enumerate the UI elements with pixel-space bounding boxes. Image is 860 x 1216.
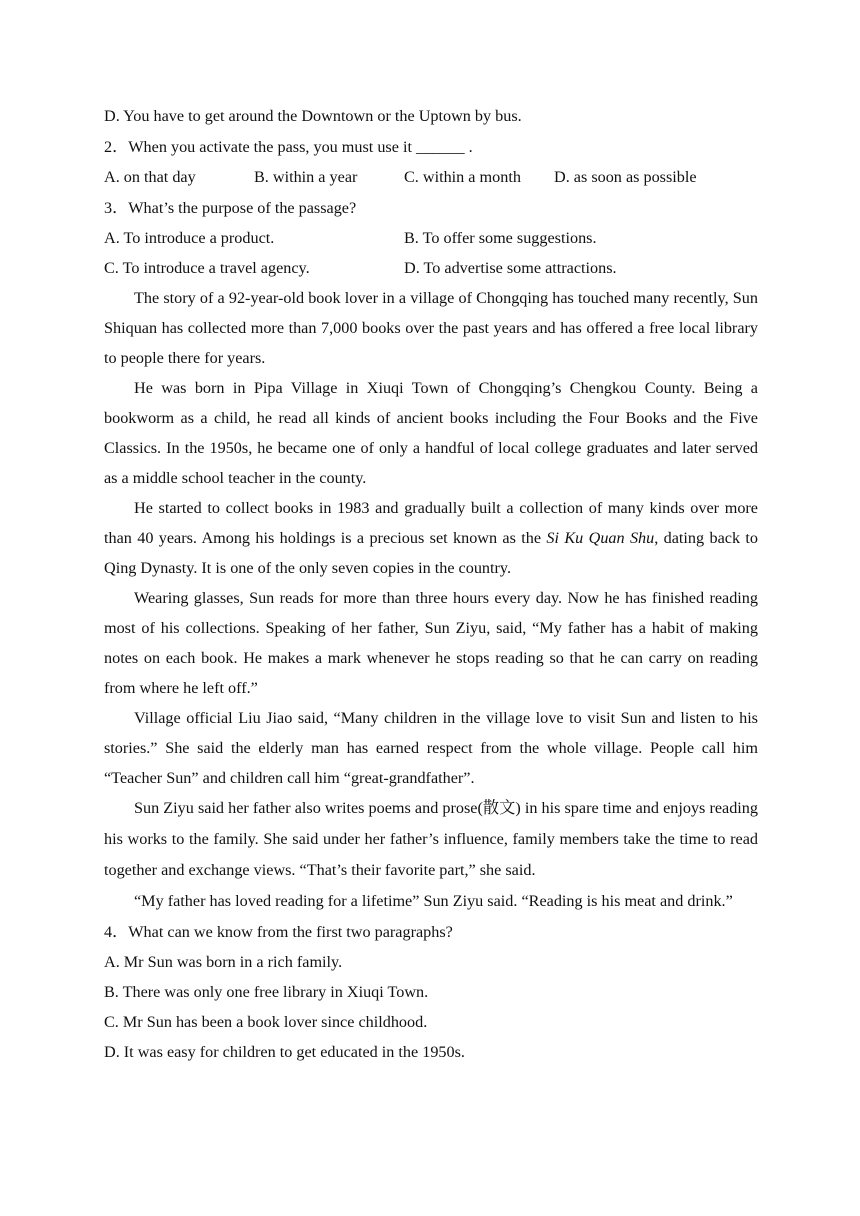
question-2-option-b: B. within a year bbox=[254, 168, 358, 186]
document-content bbox=[104, 101, 758, 1067]
question-2-option-d: D. as soon as possible bbox=[554, 168, 697, 186]
passage-paragraph-6: Sun Ziyu said her father also writes poems and prose(散文) in his spare time and enjoys reading his works to the family. She said under her father’s influence, family members take the time to read together and exchange views. “That’s their favorite part,” she said. bbox=[104, 799, 758, 879]
question-3-option-c: C. To introduce a travel agency. bbox=[104, 259, 310, 277]
book-title: Si Ku Quan Shu bbox=[546, 529, 655, 547]
question-2-option-a: A. on that day bbox=[104, 168, 196, 186]
question-3-options-row-2 bbox=[104, 253, 758, 283]
paragraph-3-text-after: , dating back to Qing Dynasty. It is one of the only seven copies in the country. bbox=[104, 529, 758, 577]
question-4-stem: 4．What can we know from the first two paragraphs? bbox=[104, 923, 453, 941]
question-3-option-d: D. To advertise some attractions. bbox=[404, 259, 617, 277]
question-4-option-d: D. It was easy for children to get educated in the 1950s. bbox=[104, 1043, 465, 1061]
passage-paragraph-7: “My father has loved reading for a lifetime” Sun Ziyu said. “Reading is his meat and drink.” bbox=[134, 892, 733, 910]
question-3-options-row-1 bbox=[104, 223, 758, 253]
question-3-stem: 3．What’s the purpose of the passage? bbox=[104, 199, 357, 217]
question-4-option-a: A. Mr Sun was born in a rich family. bbox=[104, 953, 343, 971]
passage-paragraph-2: He was born in Pipa Village in Xiuqi Town of Chongqing’s Chengkou County. Being a bookworm as a child, he read all kinds of ancient books including the Four Books and the Five Classics. In the 1950s, he became one of only a handful of local college graduates and later served as a middle school teacher in the county. bbox=[104, 379, 758, 487]
paragraph-3-text-before: He started to collect books in 1983 and gradually built a collection of many kinds over more than 40 years. Among his holdings is a precious set known as the bbox=[104, 499, 758, 547]
passage-paragraph-4: Wearing glasses, Sun reads for more than three hours every day. Now he has finished reading most of his collections. Speaking of her father, Sun Ziyu, said, “My father has a habit of making notes on each book. He makes a mark whenever he stops reading so that he can carry on reading from where he left off.” bbox=[104, 589, 758, 697]
passage-paragraph-1: The story of a 92-year-old book lover in a village of Chongqing has touched many recently, Sun Shiquan has collected more than 7,000 books over the past years and has offered a free local library to people there for years. bbox=[104, 289, 758, 367]
question-2-option-c: C. within a month bbox=[404, 168, 521, 186]
passage-paragraph-3 bbox=[104, 493, 758, 583]
prev-question-option-d: D. You have to get around the Downtown or the Uptown by bus. bbox=[104, 107, 522, 125]
question-4-option-c: C. Mr Sun has been a book lover since childhood. bbox=[104, 1013, 428, 1031]
question-4-option-b: B. There was only one free library in Xiuqi Town. bbox=[104, 983, 429, 1001]
question-2-options bbox=[104, 162, 758, 192]
question-3-option-b: B. To offer some suggestions. bbox=[404, 229, 597, 247]
question-2-stem: 2．When you activate the pass, you must use it ______ . bbox=[104, 138, 473, 156]
question-3-option-a: A. To introduce a product. bbox=[104, 229, 275, 247]
passage-paragraph-5: Village official Liu Jiao said, “Many children in the village love to visit Sun and listen to his stories.” She said the elderly man has earned respect from the whole village. People call him “Teacher Sun” and children call him “great-grandfather”. bbox=[104, 709, 758, 787]
